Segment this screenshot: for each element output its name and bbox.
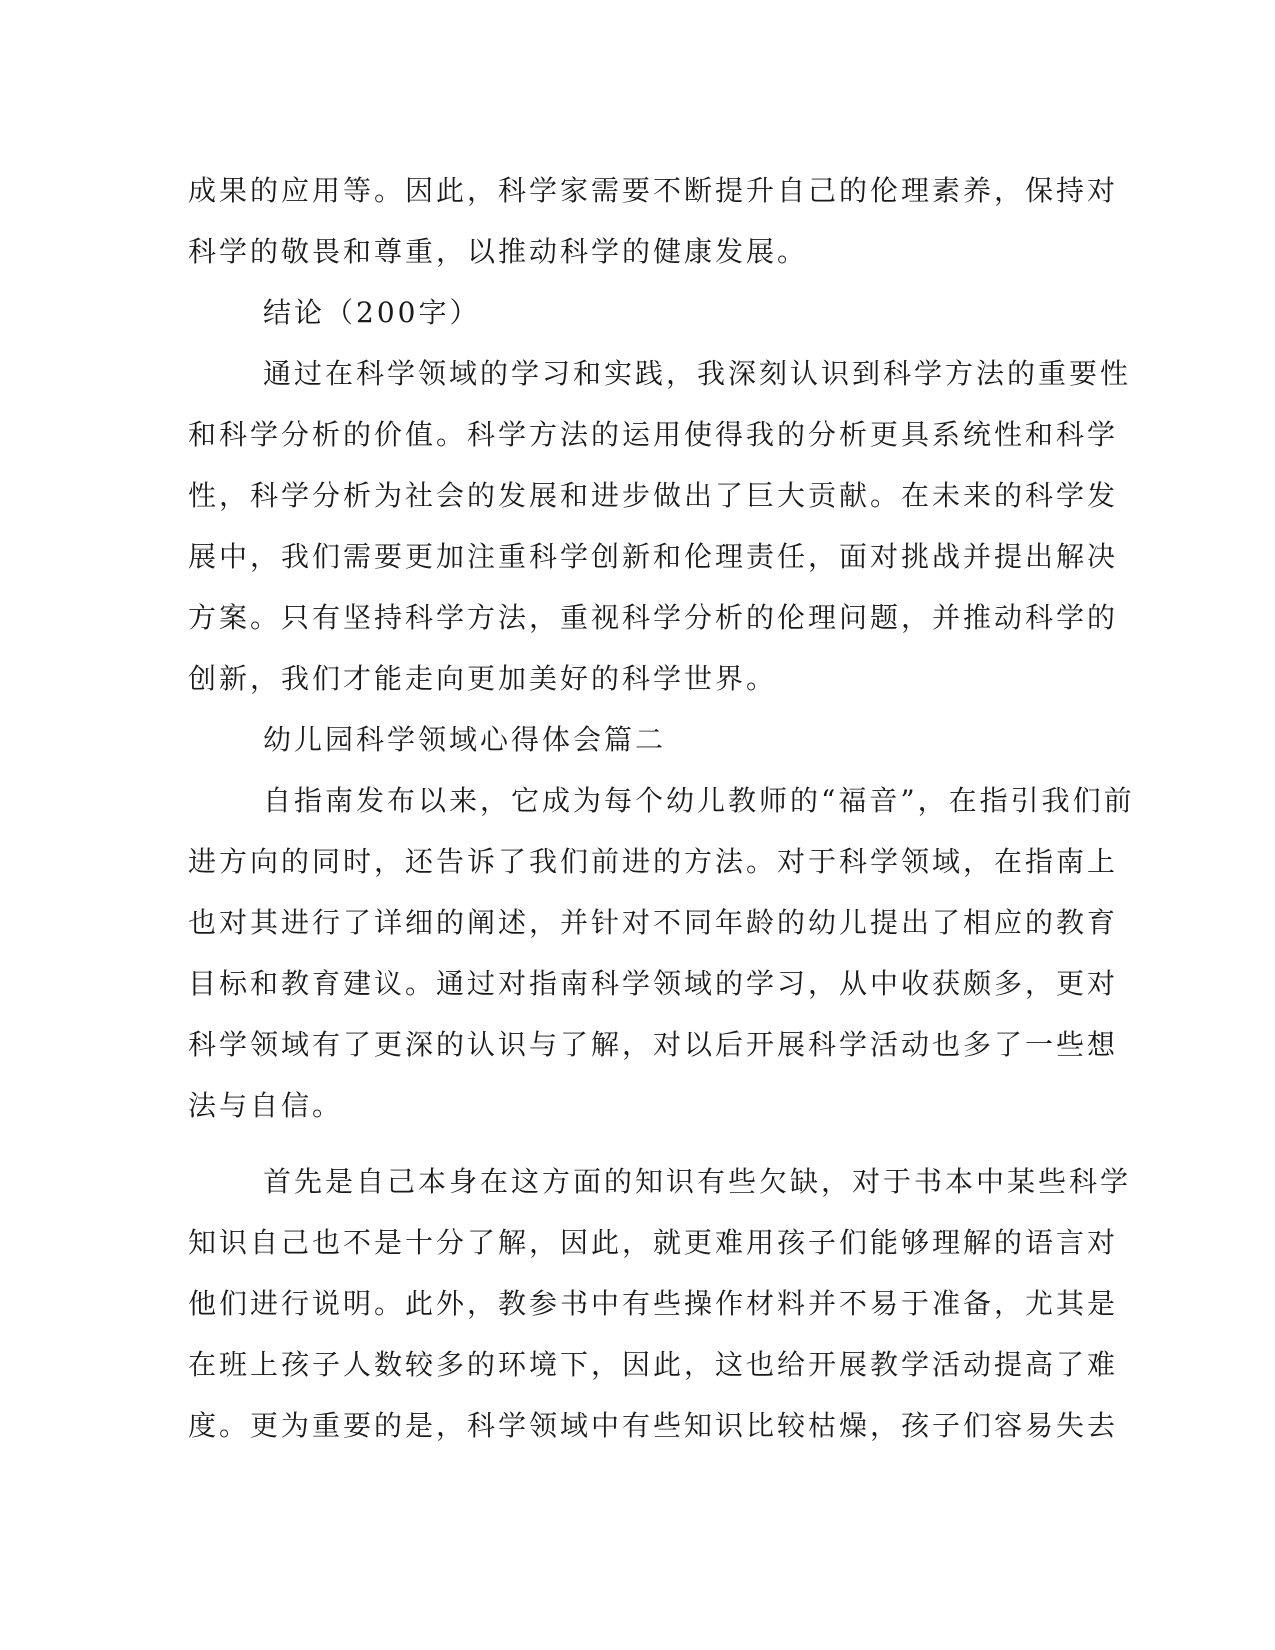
- paragraph-line: 首先是自己本身在这方面的知识有些欠缺，对于书本中某些科学: [263, 1165, 1132, 1198]
- paragraph-line: 科学的敬畏和尊重，以推动科学的健康发展。: [188, 235, 809, 268]
- paragraph-line: 进方向的同时，还告诉了我们前进的方法。对于科学领域，在指南上: [188, 845, 1119, 878]
- paragraph-line: 也对其进行了详细的阐述，并针对不同年龄的幼儿提出了相应的教育: [188, 906, 1119, 939]
- section-heading-part-two: 幼儿园科学领域心得体会篇二: [263, 723, 667, 756]
- paragraph-line: 自指南发布以来，它成为每个幼儿教师的“福音”，在指引我们前: [263, 784, 1135, 817]
- paragraph-line: 性，科学分析为社会的发展和进步做出了巨大贡献。在未来的科学发: [188, 479, 1119, 512]
- paragraph-line: 目标和教育建议。通过对指南科学领域的学习，从中收获颇多，更对: [188, 967, 1119, 1000]
- paragraph-line: 知识自己也不是十分了解，因此，就更难用孩子们能够理解的语言对: [188, 1226, 1119, 1259]
- paragraph-line: 和科学分析的价值。科学方法的运用使得我的分析更具系统性和科学: [188, 418, 1119, 451]
- paragraph-line: 方案。只有坚持科学方法，重视科学分析的伦理问题，并推动科学的: [188, 601, 1119, 634]
- paragraph-line: 展中，我们需要更加注重科学创新和伦理责任，面对挑战并提出解决: [188, 540, 1119, 573]
- paragraph-line: 科学领域有了更深的认识与了解，对以后开展科学活动也多了一些想: [188, 1028, 1119, 1061]
- paragraph-line: 他们进行说明。此外，教参书中有些操作材料并不易于准备，尤其是: [188, 1287, 1119, 1320]
- paragraph-line: 创新，我们才能走向更加美好的科学世界。: [188, 662, 778, 695]
- section-heading-conclusion: 结论（200字）: [263, 296, 481, 329]
- paragraph-line: 成果的应用等。因此，科学家需要不断提升自己的伦理素养，保持对: [188, 174, 1119, 207]
- paragraph-line: 度。更为重要的是，科学领域中有些知识比较枯燥，孩子们容易失去: [188, 1409, 1119, 1442]
- paragraph-line: 通过在科学领域的学习和实践，我深刻认识到科学方法的重要性: [263, 357, 1132, 390]
- paragraph-gap: [188, 1136, 1068, 1151]
- paragraph-line: 法与自信。: [188, 1089, 344, 1122]
- body-text: [188, 160, 1135, 1456]
- paragraph-line: 在班上孩子人数较多的环境下，因此，这也给开展教学活动提高了难: [188, 1348, 1119, 1381]
